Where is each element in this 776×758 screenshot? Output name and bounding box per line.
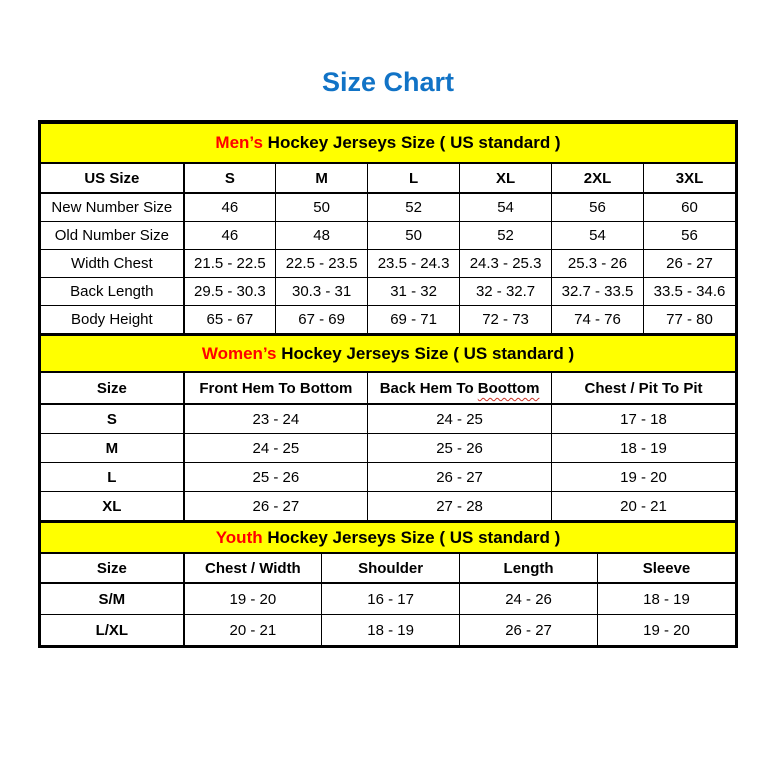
mens-header-row [41,163,736,193]
column-header-label: Shoulder [358,559,424,577]
size-cell: 60 [644,193,736,222]
column-header-label: Chest / Width [205,559,301,577]
size-cell: 54 [552,222,644,250]
mens-size-table [40,122,736,334]
womens-header-row [41,372,736,404]
column-header [184,553,322,583]
size-cell: 56 [552,193,644,222]
table-row [41,434,736,463]
row-label: New Number Size [41,193,184,222]
table-row [41,492,736,521]
column-header-label: M [315,169,328,187]
size-cell: 25 - 26 [368,434,552,463]
size-cell: 72 - 73 [460,306,552,334]
column-header-label: Chest / Pit To Pit [584,379,703,397]
size-cell: 16 - 17 [322,583,460,615]
size-cell: 25 - 26 [184,463,368,492]
banner-text: Hockey Jerseys Size ( US standard ) [262,527,561,547]
column-header-label: 2XL [583,169,612,187]
size-cell: 20 - 21 [552,492,736,521]
row-label: M [41,434,184,463]
size-cell: 19 - 20 [552,463,736,492]
column-header-label: Size [96,559,127,577]
size-cell: 22.5 - 23.5 [276,250,368,278]
size-cell: 52 [460,222,552,250]
row-label: XL [41,492,184,521]
size-cell: 74 - 76 [552,306,644,334]
column-header-label: Length [503,559,554,577]
womens-size-table [40,334,736,521]
size-cell: 46 [184,222,276,250]
column-header [322,553,460,583]
size-cell: 31 - 32 [368,278,460,306]
youth-header-row [41,553,736,583]
size-cell: 29.5 - 30.3 [184,278,276,306]
table-row [41,404,736,434]
size-cell: 33.5 - 34.6 [644,278,736,306]
column-header [368,163,460,193]
size-cell: 54 [460,193,552,222]
size-cell: 19 - 20 [598,615,736,646]
banner-text: Hockey Jerseys Size ( US standard ) [276,343,575,363]
column-header-label: L [408,169,419,187]
size-cell: 19 - 20 [184,583,322,615]
column-header [598,553,736,583]
banner-highlight: Women’s [201,343,277,363]
size-cell: 26 - 27 [368,463,552,492]
column-header [41,553,184,583]
size-cell: 17 - 18 [552,404,736,434]
table-row [41,278,736,306]
youth-size-table [40,521,736,646]
size-cell: 46 [184,193,276,222]
mens-banner [41,123,736,163]
table-row [41,615,736,646]
size-cell: 26 - 27 [644,250,736,278]
mens-banner-row [41,123,736,163]
size-cell: 24 - 26 [460,583,598,615]
column-header-label: S [224,169,235,187]
size-cell: 65 - 67 [184,306,276,334]
row-label: S [41,404,184,434]
size-cell: 18 - 19 [598,583,736,615]
column-header-label: US Size [84,169,140,187]
size-cell: 26 - 27 [184,492,368,521]
size-chart-page [0,66,776,648]
column-header [184,372,368,404]
page-title: Size Chart [321,67,455,97]
size-cell: 18 - 19 [552,434,736,463]
size-cell: 24 - 25 [368,404,552,434]
table-row [41,250,736,278]
column-header-label: Sleeve [642,559,691,577]
banner-highlight: Youth [215,527,263,547]
banner-highlight: Men’s [215,133,263,153]
youth-banner-row [41,522,736,553]
column-header [368,372,552,404]
column-header [41,163,184,193]
row-label: L [41,463,184,492]
size-cell: 25.3 - 26 [552,250,644,278]
row-label: Width Chest [41,250,184,278]
column-header [184,163,276,193]
size-cell: 23.5 - 24.3 [368,250,460,278]
size-cell: 50 [276,193,368,222]
column-header [460,163,552,193]
column-header [276,163,368,193]
size-cell: 50 [368,222,460,250]
column-header [460,553,598,583]
table-row [41,193,736,222]
column-header [644,163,736,193]
youth-banner [41,522,736,553]
size-cell: 52 [368,193,460,222]
column-header [552,372,736,404]
column-header [41,372,184,404]
size-cell: 18 - 19 [322,615,460,646]
size-cell: 20 - 21 [184,615,322,646]
misspelled-word: Boottom [477,379,540,397]
size-cell: 21.5 - 22.5 [184,250,276,278]
table-row [41,583,736,615]
column-header-label: 3XL [675,169,704,187]
size-cell: 30.3 - 31 [276,278,368,306]
size-cell: 24 - 25 [184,434,368,463]
table-row [41,306,736,334]
table-row [41,222,736,250]
banner-text: Hockey Jerseys Size ( US standard ) [262,133,561,153]
row-label: L/XL [41,615,184,646]
column-header-label: Back Hem To [379,379,478,397]
size-cell: 32.7 - 33.5 [552,278,644,306]
size-cell: 24.3 - 25.3 [460,250,552,278]
row-label: S/M [41,583,184,615]
table-row [41,463,736,492]
column-header-label: XL [495,169,516,187]
row-label: Back Length [41,278,184,306]
size-cell: 48 [276,222,368,250]
column-header-label: Front Hem To Bottom [199,379,353,397]
size-cell: 26 - 27 [460,615,598,646]
size-cell: 69 - 71 [368,306,460,334]
row-label: Body Height [41,306,184,334]
size-cell: 67 - 69 [276,306,368,334]
size-cell: 23 - 24 [184,404,368,434]
size-cell: 27 - 28 [368,492,552,521]
column-header [552,163,644,193]
size-cell: 32 - 32.7 [460,278,552,306]
womens-banner-row [41,335,736,372]
row-label: Old Number Size [41,222,184,250]
size-cell: 77 - 80 [644,306,736,334]
column-header-label: Size [96,379,127,397]
womens-banner [41,335,736,372]
size-chart [38,120,738,648]
size-cell: 56 [644,222,736,250]
